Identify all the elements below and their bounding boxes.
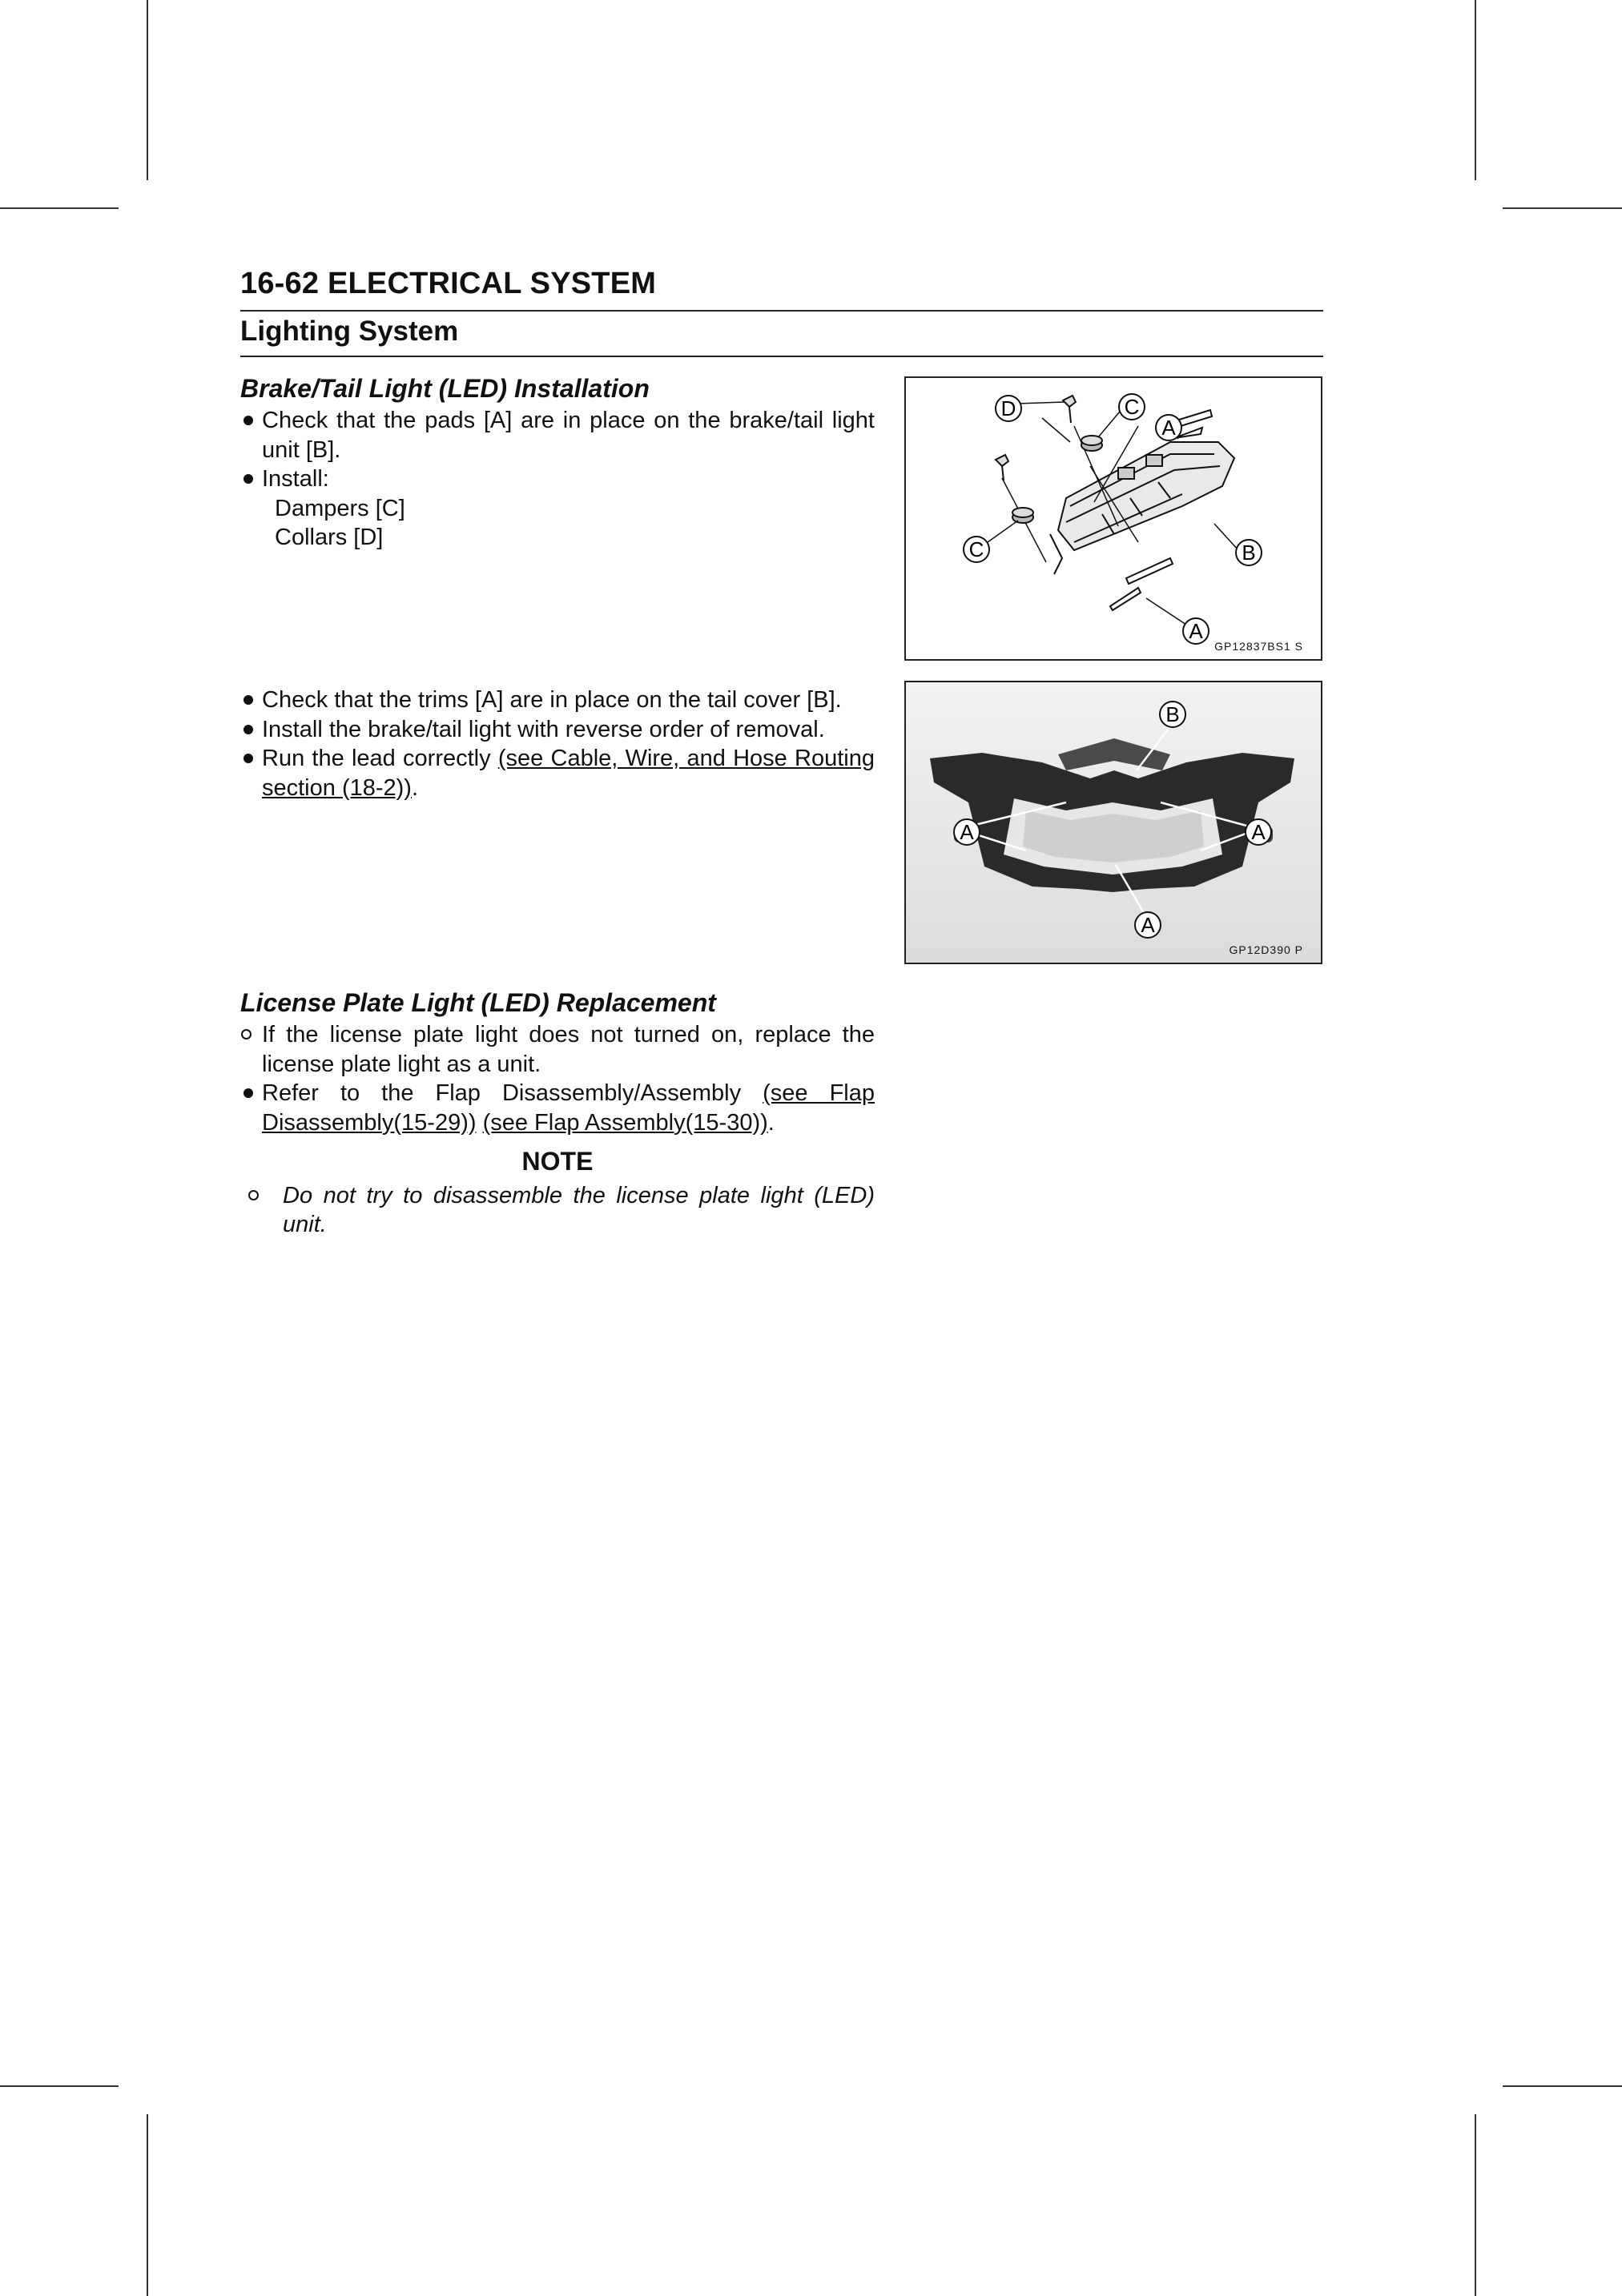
bullet-icon (244, 725, 253, 734)
figure-tail-cover-photo (904, 681, 1322, 964)
crop-mark (0, 2085, 119, 2087)
callout-label: B (1242, 541, 1256, 565)
exploded-diagram (906, 378, 1321, 659)
bullet-icon (244, 474, 253, 484)
list-item: Check that the trims [A] are in place on the tail cover [B]. (240, 686, 875, 715)
install-item: Collars [D] (275, 525, 384, 550)
brake-tail-installation (240, 372, 875, 553)
bullet-icon (244, 695, 253, 705)
section-heading: Brake/Tail Light (LED) Installation (240, 374, 650, 403)
crop-mark (1503, 207, 1622, 209)
note-title: NOTE (521, 1147, 594, 1176)
figure-brake-tail-light-exploded (904, 376, 1322, 661)
page-title: 16-62 ELECTRICAL SYSTEM (240, 267, 657, 300)
callout-label: B (1165, 702, 1180, 726)
callout-label: A (960, 820, 974, 844)
crop-mark (1503, 2085, 1622, 2087)
list-item: Install the brake/tail light with reverse order of removal. (240, 715, 875, 745)
crop-mark (147, 2114, 148, 2296)
section-rule (240, 356, 1323, 357)
callout-label: A (1141, 913, 1155, 937)
crop-mark (1475, 2114, 1476, 2296)
crop-mark (147, 0, 148, 180)
flap-assembly-link[interactable]: (see Flap Assembly(15-30)) (482, 1109, 768, 1136)
section-title: Lighting System (240, 316, 459, 347)
list-item: If the license plate light does not turned on, replace the license plate light as a unit. (240, 1020, 875, 1079)
license-plate-light-replacement (240, 987, 875, 1240)
header-rule (240, 310, 1323, 312)
step-circle-icon (248, 1190, 259, 1200)
callout-label: C (968, 537, 984, 561)
step-circle-icon (241, 1029, 252, 1039)
flap-disassembly-link[interactable]: (see Flap Disassembly(15-29)) (262, 1080, 875, 1136)
install-item: Dampers [C] (275, 495, 405, 521)
list-item: Install: (240, 464, 875, 494)
bullet-icon (244, 1088, 253, 1098)
callout-label: D (1000, 396, 1016, 420)
list-item: Run the lead correctly (see Cable, Wire, and Hose Routing section (18-2)). (240, 744, 875, 802)
callout-label: A (1189, 619, 1203, 643)
tail-cover-steps (240, 686, 875, 802)
callout-label: A (1161, 416, 1176, 440)
tail-cover-photo (906, 682, 1321, 963)
callout-label: A (1251, 820, 1266, 844)
note-item: Do not try to disassemble the license plate light (LED) unit. (240, 1181, 875, 1240)
section-heading: License Plate Light (LED) Replacement (240, 988, 716, 1017)
figure-code: GP12837BS1 S (1214, 640, 1303, 653)
crop-mark (0, 207, 119, 209)
routing-link[interactable]: (see Cable, Wire, and Hose Routing section (18-2)) (262, 746, 875, 801)
bullet-icon (244, 416, 253, 425)
list-item: Refer to the Flap Disassembly/Assembly (see Flap Disassembly(15-29)) (see Flap Assembly(15-30)). (240, 1079, 875, 1137)
crop-mark (1475, 0, 1476, 180)
callout-label: C (1124, 395, 1140, 419)
figure-code: GP12D390 P (1229, 943, 1303, 956)
list-item: Check that the pads [A] are in place on the brake/tail light unit [B]. (240, 406, 875, 464)
bullet-icon (244, 754, 253, 763)
